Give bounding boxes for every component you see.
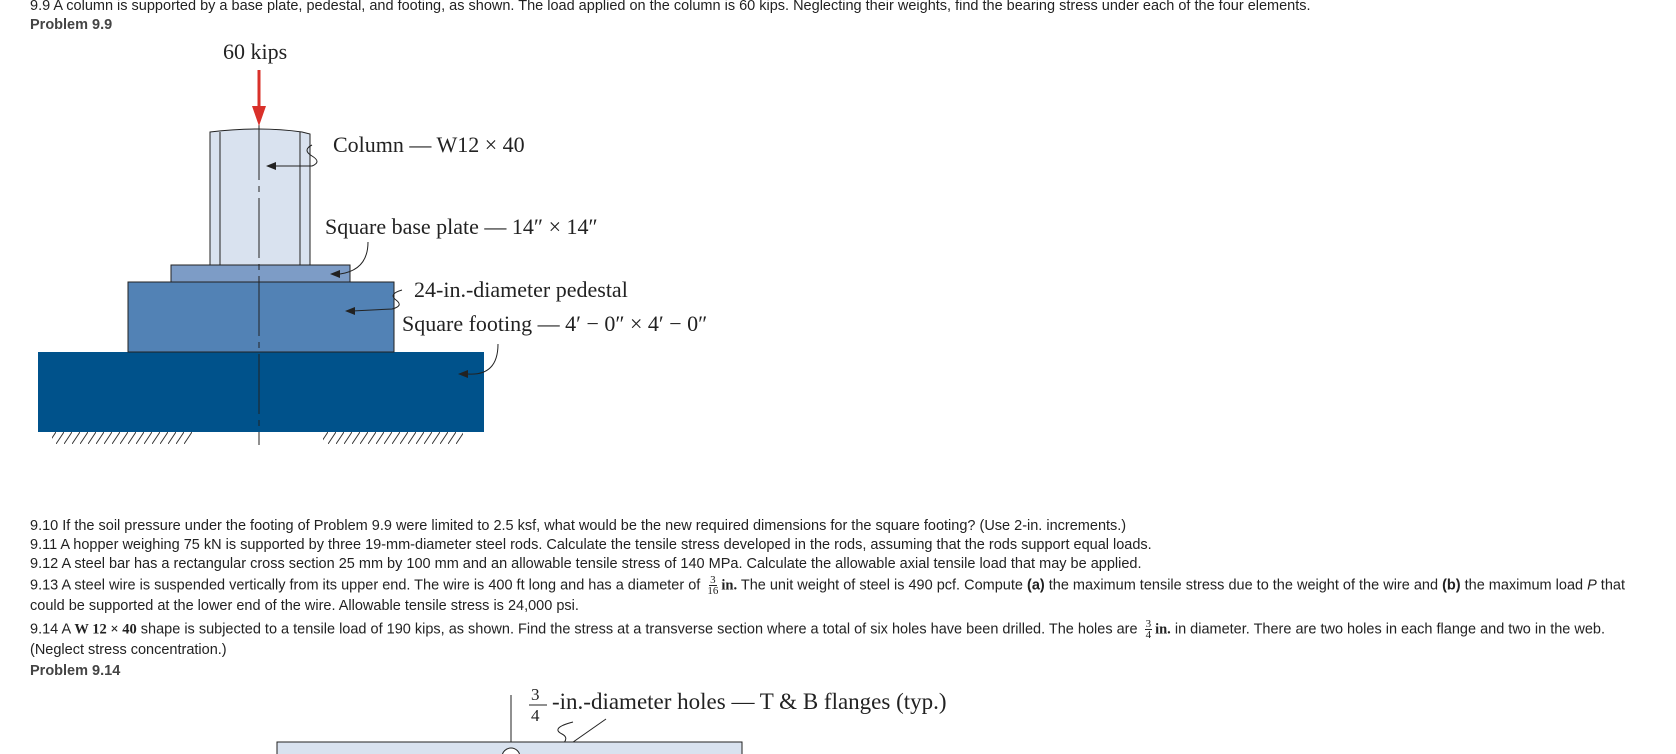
p913-P: P bbox=[1587, 577, 1597, 594]
hole bbox=[502, 748, 520, 754]
problem-9-14 bbox=[30, 619, 1650, 661]
column bbox=[210, 129, 310, 265]
p913-frac-den: 16 bbox=[707, 585, 719, 597]
figure-9-9 bbox=[0, 0, 800, 450]
holes-leader bbox=[548, 722, 573, 754]
p914-tail: in diameter. There are two holes in each flange and two in the web. (Neglect stress concentration.) bbox=[30, 621, 1606, 659]
p913-part-b: (b) bbox=[1442, 577, 1461, 594]
problem-9-14-caption: Problem 9.14 bbox=[30, 663, 121, 679]
p914-mid: shape is subjected to a tensile load of 190 kips, as shown. Find the stress at a transverse section where a total of six holes have been drilled. The holes are bbox=[136, 621, 1142, 638]
p913-tail: the maximum load bbox=[1460, 577, 1588, 594]
p913-frac-num: 3 bbox=[710, 574, 716, 586]
problem-9-12: 9.12 A steel bar has a rectangular cross section 25 mm by 100 mm and an allowable tensile stress of 140 MPa. Calculate the allowable axial tensile load that may be applied. bbox=[30, 556, 1142, 572]
holes-frac-den: 4 bbox=[531, 706, 540, 725]
p913-mid: The unit weight of steel is 490 pcf. Compute bbox=[737, 577, 1027, 594]
p913-lead: 9.13 A steel wire is suspended vertically from its upper end. The wire is 400 ft long and has a diameter of bbox=[30, 577, 705, 594]
p913-tail2: that could be supported at the lower end of the wire. Allowable tensile stress is 24,000 psi. bbox=[30, 577, 1625, 615]
pedestal-label: 24-in.-diameter pedestal bbox=[414, 277, 628, 302]
problem-9-9-caption: Problem 9.9 bbox=[30, 17, 113, 33]
base-plate-label: Square base plate — 14″ × 14″ bbox=[325, 214, 598, 239]
problem-9-9-statement: 9.9 A column is supported by a base plate, pedestal, and footing, as shown. The load applied on the column is 60 kips. Neglecting their weights, find the bearing stress under each of the four elements. bbox=[30, 0, 1311, 14]
holes-frac-num: 3 bbox=[531, 685, 540, 704]
p914-unit: in. bbox=[1155, 621, 1171, 638]
p913-part-a: (a) bbox=[1026, 577, 1045, 594]
holes-leader-line bbox=[556, 719, 606, 754]
flange-top bbox=[277, 742, 742, 754]
base-plate bbox=[171, 265, 350, 282]
problem-9-11: 9.11 A hopper weighing 75 kN is supported by three 19-mm-diameter steel rods. Calculate the tensile stress developed in the rods, assuming that the rods support equal loads. bbox=[30, 537, 1152, 553]
ground-hatch-left bbox=[52, 432, 192, 444]
problem-9-13 bbox=[30, 575, 1650, 617]
p914-frac-num: 3 bbox=[1145, 618, 1152, 630]
holes-label: -in.-diameter holes — T & B flanges (typ.) bbox=[552, 689, 947, 714]
load-label: 60 kips bbox=[223, 39, 288, 64]
p913-unit: in. bbox=[721, 577, 738, 594]
ground-hatch-right bbox=[323, 432, 463, 444]
load-arrow-head bbox=[252, 106, 266, 126]
problem-9-10: 9.10 If the soil pressure under the footing of Problem 9.9 were limited to 2.5 ksf, what would be the new required dimensions for the square footing? (Use 2-in. increments.) bbox=[30, 518, 1127, 534]
p914-fraction bbox=[1145, 619, 1153, 640]
p913-fraction bbox=[707, 575, 718, 596]
p913-mid2: the maximum tensile stress due to the weight of the wire and bbox=[1044, 577, 1443, 594]
p914-frac-den: 4 bbox=[1145, 629, 1152, 641]
p914-shape: W 12 × 40 bbox=[74, 621, 137, 638]
footing bbox=[38, 352, 484, 432]
footing-label: Square footing — 4′ − 0″ × 4′ − 0″ bbox=[402, 311, 708, 336]
pedestal bbox=[128, 282, 394, 352]
column-label: Column — W12 × 40 bbox=[333, 132, 525, 157]
p914-lead: 9.14 A bbox=[30, 621, 75, 638]
